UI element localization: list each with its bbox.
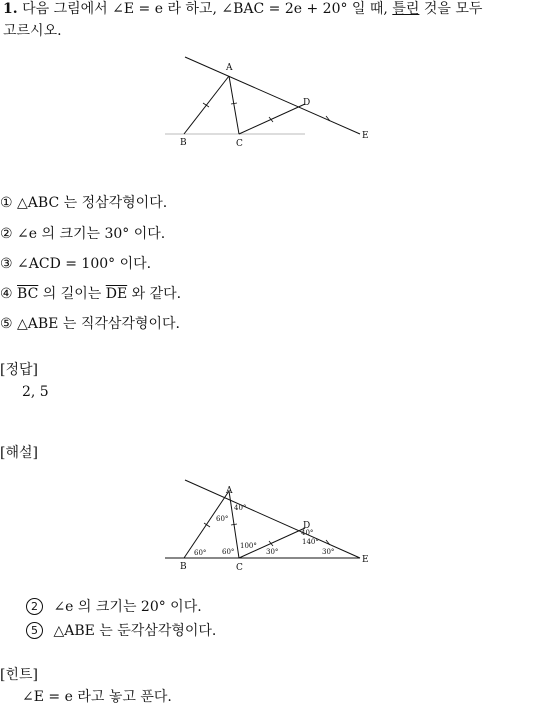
tick-mark	[231, 524, 237, 525]
point-label-c: C	[236, 563, 243, 573]
angle-label-a-right: 40°	[234, 504, 247, 512]
explanation-item-2	[26, 598, 202, 616]
circled-number: 5	[26, 622, 43, 639]
answer-heading: [정답]	[0, 362, 38, 378]
choice-text: 와 같다.	[131, 286, 182, 302]
point-label-b: B	[180, 138, 187, 148]
angle-label-d-bottom: 140°	[302, 538, 319, 546]
answer-value: 2, 5	[22, 384, 49, 400]
angle-label-e: 30°	[322, 548, 335, 556]
question-text-2: 것을 모두	[423, 1, 483, 17]
triangle-figure-2	[160, 476, 380, 574]
point-label-e: E	[362, 131, 369, 141]
point-label-b: B	[180, 562, 187, 572]
line-ae	[185, 57, 360, 134]
point-label-c: C	[236, 139, 243, 149]
segment-de: $\overline{DE}$	[105, 286, 128, 302]
choice-text: ∠ACD = 100° 이다.	[17, 256, 152, 272]
explanation-item-5	[26, 622, 216, 640]
angle-label-c-left: 60°	[222, 548, 235, 556]
choice-mark: ③	[0, 256, 13, 272]
choice-text: △ABE 는 직각삼각형이다.	[17, 316, 180, 332]
point-label-e: E	[362, 555, 369, 565]
choice-3	[0, 255, 151, 273]
angle-label-c-right: 30°	[266, 548, 279, 556]
point-label-d: D	[303, 521, 311, 531]
line-ae	[185, 480, 360, 558]
choice-text: 의 길이는	[42, 286, 102, 302]
tick-mark	[269, 541, 273, 546]
triangle-figure-1	[160, 52, 380, 152]
point-label-a: A	[226, 63, 233, 73]
choice-mark: ④	[0, 286, 13, 302]
choice-mark: ①	[0, 195, 13, 211]
choice-text: ∠e 의 크기는 30° 이다.	[17, 226, 166, 242]
circled-number: 2	[26, 598, 43, 615]
choice-mark: ⑤	[0, 316, 13, 332]
segment-bc: $\overline{BC}$	[17, 286, 39, 302]
angle-label-d-top: 40°	[301, 529, 314, 537]
explanation-heading: [해설]	[0, 445, 38, 461]
angle-label-c-mid: 100°	[240, 542, 257, 550]
angle-label-a-left: 60°	[216, 515, 229, 523]
explanation-text: △ABE 는 둔각삼각형이다.	[53, 623, 217, 639]
choice-2	[0, 225, 165, 243]
point-label-a: A	[226, 486, 233, 496]
question-underlined-word: 틀린	[392, 1, 420, 17]
explanation-text: ∠e 의 크기는 20° 이다.	[53, 599, 202, 615]
point-label-d: D	[303, 98, 311, 108]
question-number: 1.	[3, 1, 18, 17]
segment-cd	[239, 104, 305, 134]
choice-4	[0, 285, 181, 303]
choice-5	[0, 315, 180, 333]
hint-heading: [힌트]	[0, 667, 38, 683]
tick-mark	[231, 103, 237, 104]
tick-mark	[269, 117, 273, 122]
question-line-2: 고르시오.	[3, 23, 62, 39]
choice-mark: ②	[0, 226, 13, 242]
choice-text: △ABC 는 정삼각형이다.	[17, 195, 168, 211]
hint-text: ∠E = e 라고 놓고 푼다.	[22, 689, 172, 705]
angle-label-b: 60°	[194, 549, 207, 557]
choice-1	[0, 194, 167, 212]
question-line-1	[3, 0, 482, 18]
segment-ac	[229, 76, 239, 134]
question-text-1: 다음 그림에서 ∠E = e 라 하고, ∠BAC = 2e + 20° 일 때,	[22, 1, 388, 17]
